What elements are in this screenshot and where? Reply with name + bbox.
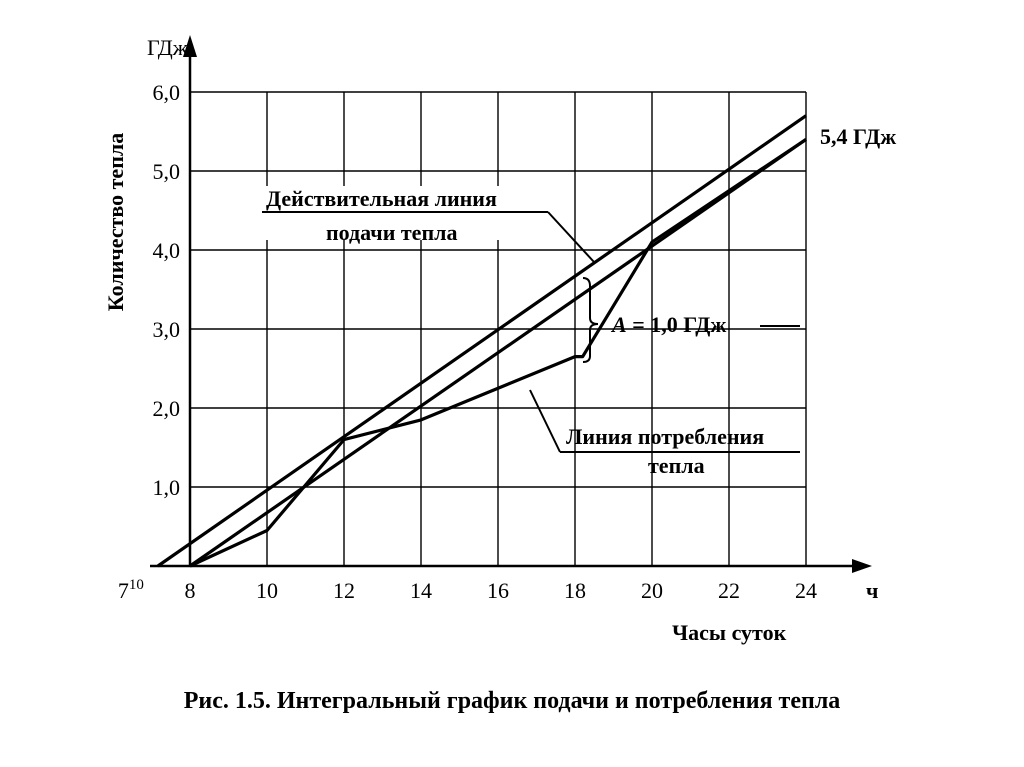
y-unit-label: ГДж [147,35,188,60]
x-tick-base: 7 [117,578,129,603]
x-tick-label-24: 24 [795,578,817,603]
actual-line-label-2: подачи тепла [326,220,458,245]
y-tick-label-1: 1,0 [152,475,180,500]
x-tick-label-8: 8 [184,578,196,603]
y-tick-label-6: 6,0 [152,80,180,105]
y-tick-label-4: 4,0 [152,238,180,263]
x-axis-title: Часы суток [672,620,787,645]
x-tick-label-14: 14 [410,578,432,603]
tick-labels [118,80,817,603]
x-tick-label-12: 12 [333,578,355,603]
consumption-label-1: Линия потребления [566,424,765,449]
x-tick-label-20: 20 [641,578,663,603]
x-axis-arrow [852,559,872,573]
y-tick-label-5: 5,0 [152,159,180,184]
y-tick-label-3: 3,0 [152,317,180,342]
series-supply-actual [158,116,806,566]
series-lines [158,116,806,566]
difference-value: = 1,0 ГДж [626,312,727,337]
consumption-leader [530,390,560,452]
actual-line-leader [548,212,594,262]
consumption-label-2: тепла [648,453,705,478]
actual-line-label-1: Действительная линия [266,186,497,211]
x-tick-label-16: 16 [487,578,509,603]
x-tick-label-18: 18 [564,578,586,603]
y-tick-label-2: 2,0 [152,396,180,421]
y-axis-title: Количество тепла [103,132,128,312]
end-value-label: 5,4 ГДж [820,124,897,149]
x-tick-sup: 10 [128,577,144,593]
x-tick-label-10: 10 [256,578,278,603]
x-tick-label-22: 22 [718,578,740,603]
difference-var: A [612,312,627,337]
difference-label [610,312,726,337]
x-tick-label-7-10 [118,577,144,603]
axes [150,35,872,573]
x-unit-label: ч [866,578,879,603]
figure-caption: Рис. 1.5. Интегральный график подачи и потребления тепла [183,688,841,714]
